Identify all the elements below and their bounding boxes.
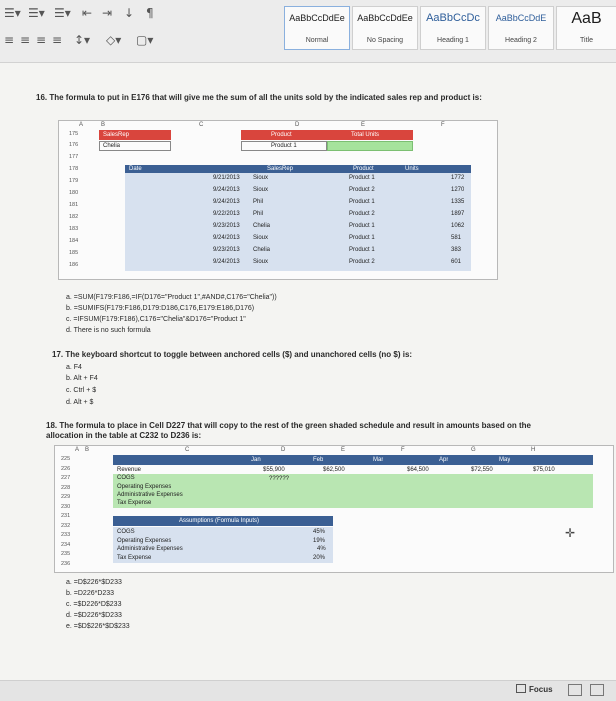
table-cell-rep: Sioux: [253, 259, 269, 265]
assump-value: 4%: [317, 546, 326, 552]
status-bar: [0, 680, 616, 701]
row-number: 232: [61, 522, 71, 529]
table-cell-rep: Chelia: [253, 223, 271, 229]
row-number: 179: [69, 178, 79, 184]
align-right-icon[interactable]: ≡: [36, 33, 47, 47]
revenue-may: $75,010: [533, 467, 555, 473]
green-schedule[interactable]: [113, 474, 593, 508]
month-header-band: [113, 455, 593, 465]
row-number: 235: [61, 551, 71, 557]
revenue-apr: $72,550: [471, 467, 493, 473]
shading-icon[interactable]: ◇▾: [106, 33, 122, 47]
sales-table-header: [125, 165, 471, 173]
row-number: 183: [69, 226, 79, 232]
table-cell-rep: Chelia: [253, 247, 271, 253]
assump-label: Tax Expense: [117, 555, 152, 561]
table-cell-rep: Sioux: [253, 187, 269, 193]
month-mar: Mar: [373, 457, 384, 463]
decrease-indent-icon[interactable]: ⇤: [82, 6, 93, 20]
question-17: 17. The keyboard shortcut to toggle between anchored cells ($) and unanchored cells (no $) is:: [52, 350, 413, 359]
header-date: Date: [129, 166, 142, 172]
ribbon: [0, 0, 616, 63]
table-cell-units: 1897: [451, 211, 465, 217]
assump-value: 19%: [313, 538, 326, 544]
row-number: 225: [61, 456, 71, 462]
web-layout-icon[interactable]: [590, 684, 604, 696]
table-cell-product: Product 2: [349, 211, 375, 217]
row-number: 230: [61, 503, 71, 510]
table-cell-product: Product 1: [349, 247, 375, 253]
question-16: 16. The formula to put in E176 that will give me the sum of all the units sold by the indicated sales rep and product is:: [36, 93, 482, 102]
table-cell-rep: Phil: [253, 199, 264, 205]
total-units-label: Total Units: [351, 132, 380, 138]
answer-18e: e. =$D$226*$D$233: [66, 623, 130, 630]
answer-16a: a. =SUM(F179:F186,=IF(D176="Product 1",#AND#,C176="Chelia")): [66, 294, 277, 301]
table-cell-units: 1772: [451, 175, 465, 181]
style-sample: AaBbCcDc: [426, 12, 480, 24]
table-cell-units: 1335: [451, 199, 465, 205]
col-header: E: [361, 122, 366, 128]
sort-icon[interactable]: ↓: [124, 6, 135, 20]
document-page[interactable]: [0, 63, 616, 680]
table-cell-product: Product 1: [349, 235, 375, 241]
style-name: No Spacing: [366, 37, 404, 44]
style-no-spacing[interactable]: [352, 6, 418, 50]
increase-indent-icon[interactable]: ⇥: [102, 6, 113, 20]
row-number: 186: [69, 262, 79, 268]
col-header: E: [341, 447, 346, 453]
answer-17a: a. F4: [66, 364, 82, 371]
table-cell-product: Product 2: [349, 259, 375, 265]
revenue-jan: $55,900: [263, 467, 285, 473]
table-cell-units: 601: [451, 259, 462, 265]
answer-18a: a. =D$226*$D233: [66, 579, 122, 586]
style-sample: AaBbCcDdEe: [289, 13, 345, 23]
cogs-label: COGS: [117, 475, 135, 481]
bullets-icon[interactable]: ☰▾: [4, 6, 21, 20]
row-number: 236: [61, 560, 71, 567]
assump-value: 45%: [313, 529, 326, 535]
assump-label: Administrative Expenses: [117, 546, 183, 552]
sales-table: [125, 165, 471, 271]
revenue-mar: $64,500: [407, 467, 429, 473]
salesrep-value: Chelia: [103, 143, 121, 149]
style-sample: AaBbCcDdEe: [357, 13, 413, 23]
table-cell-date: 9/23/2013: [213, 247, 240, 253]
style-name: Title: [580, 37, 593, 44]
pilcrow-icon[interactable]: ¶: [146, 6, 154, 20]
table-cell-units: 1270: [451, 187, 465, 193]
style-sample: AaB: [571, 10, 602, 27]
row-number: 231: [61, 513, 71, 519]
col-header: B: [85, 447, 90, 453]
table-cell-product: Product 1: [349, 175, 375, 181]
table-cell-date: 9/24/2013: [213, 187, 240, 193]
answer-17b: b. Alt + F4: [66, 375, 98, 382]
header-product: Product: [353, 166, 374, 172]
total-units-cell[interactable]: [327, 141, 413, 151]
table-cell-date: 9/22/2013: [213, 211, 240, 217]
month-may: May: [499, 457, 511, 463]
answer-16b: b. =SUMIFS(F179:F186,D179:D186,C176,E179:E186,D176): [66, 305, 255, 312]
product-label: Product: [271, 132, 292, 138]
answer-16c: c. =IFSUM(F179:F186),C176="Chelia"&D176="Product 1": [66, 316, 246, 323]
cursor-crosshair-icon: ✛: [565, 526, 576, 540]
row-number: 178: [69, 166, 79, 172]
answer-18d: d. =$D226*$D233: [66, 612, 122, 619]
style-normal[interactable]: [284, 6, 350, 50]
col-header: C: [185, 447, 190, 453]
borders-icon[interactable]: ▢▾: [136, 33, 154, 47]
answer-17c: c. Ctrl + $: [66, 387, 97, 394]
table-cell-rep: Sioux: [253, 175, 269, 181]
focus-label: Focus: [529, 685, 553, 694]
row-number: 185: [69, 250, 79, 256]
row-number: 180: [69, 190, 79, 196]
header-salesrep: SalesRep: [267, 166, 294, 172]
align-center-icon[interactable]: ≡: [20, 33, 31, 47]
admin-label: Administrative Expenses: [117, 492, 183, 498]
salesrep-label: SalesRep: [103, 132, 130, 138]
answer-18c: c. =$D226*D$233: [66, 601, 122, 608]
table-cell-units: 1062: [451, 223, 465, 229]
table-cell-date: 9/24/2013: [213, 199, 240, 205]
style-sample: AaBbCcDdE: [495, 13, 547, 23]
row-number: 233: [61, 532, 71, 538]
col-header: D: [295, 122, 300, 128]
answer-17d: d. Alt + $: [66, 399, 94, 406]
table-cell-rep: Sioux: [253, 235, 269, 241]
d227-placeholder: ??????: [269, 476, 290, 482]
style-name: Heading 2: [505, 37, 537, 44]
align-left-icon[interactable]: ≡: [4, 33, 15, 47]
month-jan: Jan: [251, 457, 261, 463]
col-header: A: [75, 447, 80, 453]
table-cell-rep: Phil: [253, 211, 264, 217]
row-number: 234: [61, 541, 71, 548]
table-cell-date: 9/24/2013: [213, 235, 240, 241]
focus-icon: [516, 684, 526, 693]
row-number: 176: [69, 142, 79, 148]
answer-18b: b. =D226*D233: [66, 590, 115, 597]
row-number: 184: [69, 238, 79, 244]
col-header: F: [441, 122, 445, 128]
assump-value: 20%: [313, 555, 326, 561]
justify-icon[interactable]: ≡: [52, 33, 63, 47]
row-number: 177: [69, 154, 79, 160]
col-header: A: [79, 122, 84, 128]
col-header: D: [281, 447, 286, 453]
product-value: Product 1: [271, 143, 297, 149]
assumptions-header: Assumptions (Formula Inputs): [179, 518, 260, 524]
table-cell-date: 9/21/2013: [213, 175, 240, 181]
table-cell-product: Product 2: [349, 187, 375, 193]
revenue-feb: $62,500: [323, 467, 345, 473]
row-number: 181: [69, 202, 79, 208]
table-cell-units: 383: [451, 247, 462, 253]
header-units: Units: [405, 166, 419, 172]
style-title[interactable]: [556, 6, 616, 50]
style-name: Heading 1: [437, 37, 469, 44]
numbering-icon[interactable]: ☰▾: [28, 6, 45, 20]
col-header: G: [471, 447, 476, 453]
table-cell-date: 9/23/2013: [213, 223, 240, 229]
print-layout-icon[interactable]: [568, 684, 582, 696]
answer-16d: d. There is no such formula: [66, 327, 151, 334]
tax-label: Tax Expense: [117, 500, 152, 506]
style-heading-1[interactable]: [420, 6, 486, 50]
spreadsheet-q18: [54, 445, 614, 573]
focus-button[interactable]: [516, 684, 553, 694]
col-header: H: [531, 447, 536, 453]
question-18: 18. The formula to place in Cell D227 that will copy to the rest of the green shaded schedule and result in amounts based on the allocation in the table at C232 to D236 is:: [46, 421, 531, 440]
opex-label: Operating Expenses: [117, 484, 172, 490]
style-heading-2[interactable]: [488, 6, 554, 50]
col-header: C: [199, 122, 204, 128]
table-cell-date: 9/24/2013: [213, 259, 240, 265]
assump-label: COGS: [117, 529, 135, 535]
month-feb: Feb: [313, 457, 324, 463]
multilevel-list-icon[interactable]: ☰▾: [54, 6, 71, 20]
table-cell-product: Product 1: [349, 199, 375, 205]
row-number: 182: [69, 214, 79, 220]
table-cell-units: 581: [451, 235, 462, 241]
line-spacing-icon[interactable]: ↕▾: [74, 33, 91, 47]
spreadsheet-q16: [58, 120, 498, 280]
style-name: Normal: [305, 37, 329, 44]
month-apr: Apr: [439, 457, 449, 463]
table-cell-product: Product 1: [349, 223, 375, 229]
col-header: F: [401, 447, 405, 453]
row-number: 226: [61, 465, 71, 472]
assump-label: Operating Expenses: [117, 538, 172, 544]
revenue-label: Revenue: [117, 467, 142, 473]
row-number: 228: [61, 484, 71, 491]
col-header: B: [101, 122, 106, 128]
row-number: 227: [61, 475, 71, 481]
row-number: 175: [69, 131, 79, 137]
row-number: 229: [61, 494, 71, 500]
